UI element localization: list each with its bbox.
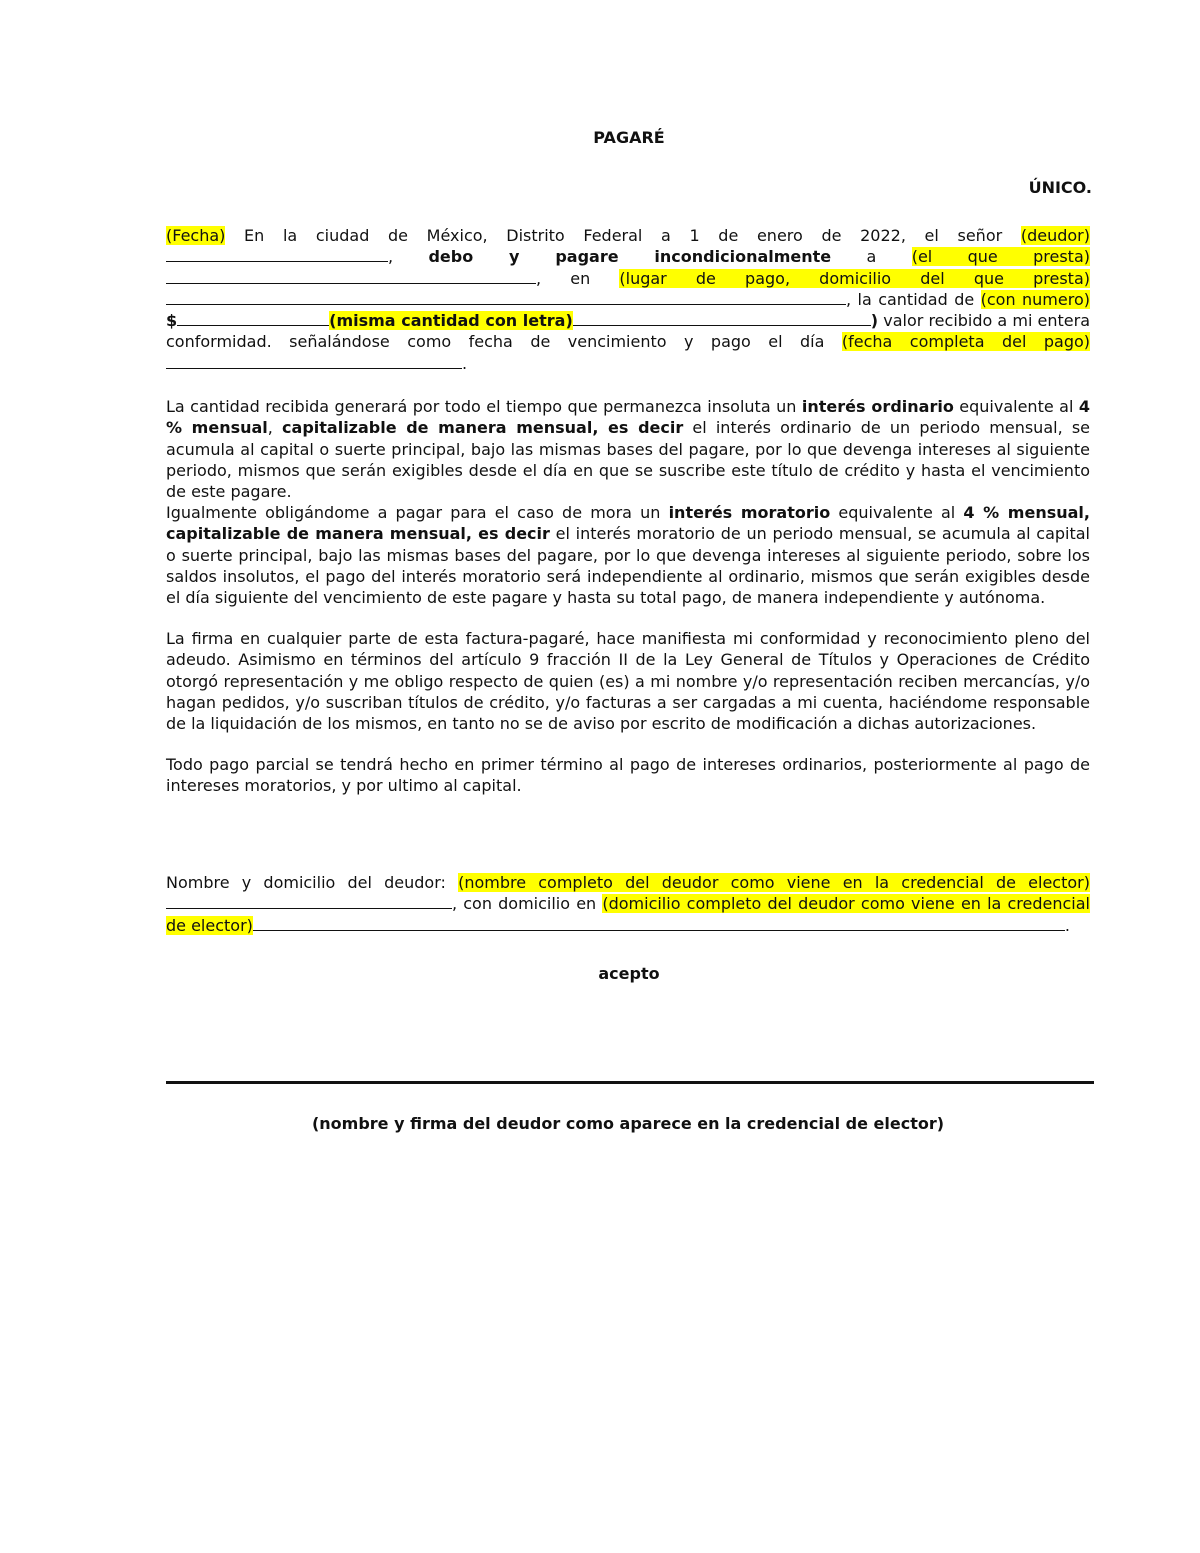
closing-paren: ) [870, 311, 879, 331]
p2-text-2: equivalente al [953, 397, 1079, 416]
p6-text-2: , con domicilio en [452, 894, 603, 914]
paragraph-interes-moratorio [166, 502, 1090, 608]
paragraph-interes-ordinario [166, 396, 1090, 502]
rate-ordinario: 4 % mensual [166, 397, 1090, 438]
signature-line [166, 1081, 1094, 1084]
p1-text-1: En la ciudad de México, Distrito Federal a 1 de enero de 2022, el señor [225, 226, 1021, 245]
domicilio-blank-line [253, 916, 1065, 931]
paragraph-pago-parcial: Todo pago parcial se tendrá hecho en primer término al pago de intereses ordinarios, posteriormente al pago de intereses moratorios, y por ultimo al capital. [166, 755, 1090, 796]
que-presta-blank-line [166, 269, 536, 284]
p3-text-1: Igualmente obligándome a pagar para el caso de mora un [166, 503, 669, 522]
p1-text-7: . [462, 353, 468, 373]
numero-blank-line [177, 311, 329, 326]
unico-label: ÚNICO. [1028, 178, 1092, 197]
lugar-blank-line [166, 290, 846, 305]
p1-text-4: , en [536, 268, 620, 288]
debo-pagare-text: debo y pagare incondicionalmente [428, 247, 832, 267]
numero-placeholder: (con numero) [980, 289, 1090, 309]
dollar-sign: $ [166, 311, 178, 331]
p1-text-2: , [388, 247, 429, 267]
capitalizable-text: capitalizable de manera mensual, es decir [282, 418, 684, 438]
fecha-blank-line [166, 354, 462, 369]
lugar-pago-placeholder: (lugar de pago, domicilio del que presta) [619, 268, 1090, 288]
acepto-label: acepto [598, 964, 660, 983]
interes-moratorio-label: interés moratorio [668, 503, 831, 522]
p6-text-3: . [1064, 915, 1070, 935]
p2-text-1: La cantidad recibida generará por todo el tiempo que permanezca insoluta un [166, 397, 802, 416]
domicilio-deudor-placeholder: (domicilio completo del deudor como viene en la credencial de elector) [166, 894, 1090, 935]
p3-text-3: el interés moratorio de un periodo mensual, se acumula al capital o suerte principal, bajo las mismas bases del pagare, por lo que devenga intereses al siguiente periodo, sobre los saldos insolutos, el pago del interés moratorio será independiente al ordinario, mismos que serán exigibles desde el día siguiente del vencimiento de este pagare y hasta su total pago, de manera independiente y autónoma. [166, 524, 1091, 608]
interes-ordinario-label: interés ordinario [801, 397, 954, 416]
p2-text-3: , [267, 418, 283, 438]
paragraph-header-clause [166, 225, 1090, 374]
p2-text-4: el interés ordinario de un periodo mensual, se acumula al capital o suerte principal, bajo las mismas bases del pagare, por lo que devenga intereses al siguiente periodo, mismos que serán exigibles desde el día en que se suscribe este título de crédito y hasta el vencimiento de este pagare. [166, 418, 1090, 502]
que-presta-placeholder: (el que presta) [911, 247, 1090, 267]
nombre-deudor-placeholder: (nombre completo del deudor como viene en la credencial de elector) [458, 873, 1090, 892]
nombre-blank-line [166, 894, 452, 909]
p1-text-3: a [831, 247, 912, 267]
p1-text-5: , la cantidad de [846, 289, 981, 309]
paragraph-deudor [166, 872, 1090, 936]
p1-text-6: valor recibido a mi entera conformidad. señalándose como fecha de vencimiento y pago el día [166, 311, 1090, 352]
document-title: PAGARÉ [593, 128, 665, 147]
letra-blank-line [573, 311, 871, 326]
paragraph-firma: La firma en cualquier parte de esta factura-pagaré, hace manifiesta mi conformidad y reconocimiento pleno del adeudo. Asimismo en términos del artículo 9 fracción II de la Ley General de Títulos y Operaciones de Crédito otorgó representación y me obligo respecto de quien (es) a mi nombre y/o representación reciben mercancías, y/o hagan pedidos, y/o suscriban títulos de crédito, y/o facturas a ser cargadas a mi cuenta, haciéndome responsable de la liquidación de los mismos, en tanto no se de aviso por escrito de modificación a dichas autorizaciones. [166, 629, 1090, 734]
p3-text-2: equivalente al [830, 503, 964, 522]
fecha-placeholder: (Fecha) [166, 226, 226, 245]
fecha-completa-placeholder: (fecha completa del pago) [841, 332, 1091, 352]
letra-placeholder: (misma cantidad con letra) [329, 311, 573, 331]
deudor-placeholder: (deudor) [1020, 226, 1090, 245]
deudor-blank-line [166, 247, 388, 262]
p6-text-1: Nombre y domicilio del deudor: [166, 873, 459, 892]
signature-label: (nombre y firma del deudor como aparece en la credencial de elector) [311, 1114, 945, 1133]
rate-moratorio: 4 % mensual, capitalizable de manera mensual, es decir [166, 503, 1090, 544]
